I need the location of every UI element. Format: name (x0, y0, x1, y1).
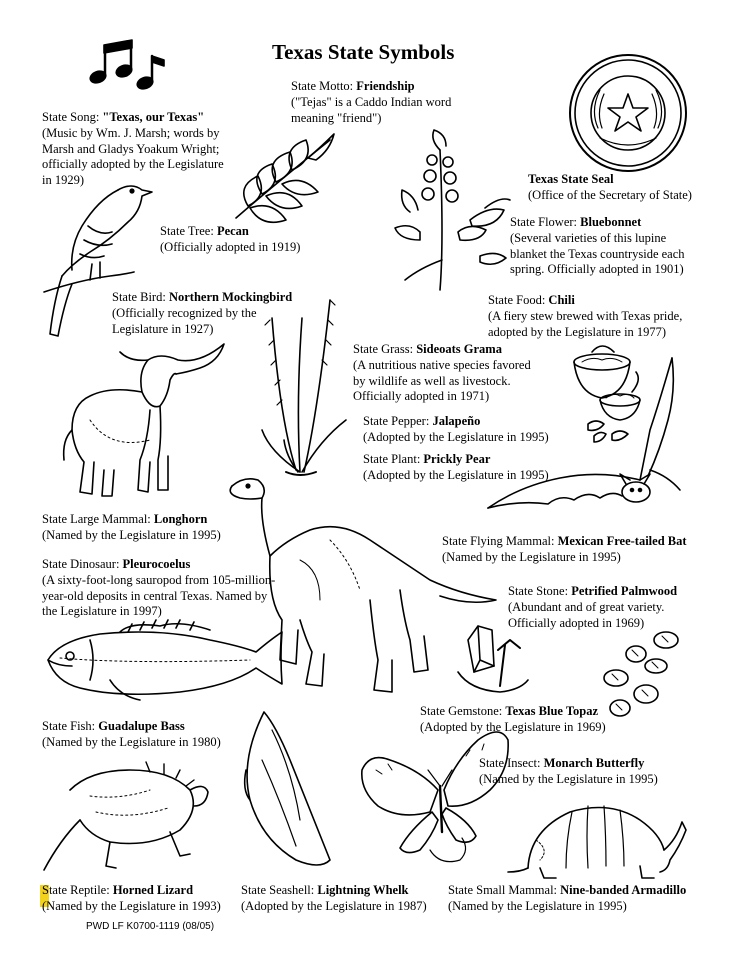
blue-topaz-icon (458, 626, 528, 692)
state-bird-caption: State Bird: Northern Mockingbird (Officially recognized by the Legislature in 1927) (112, 290, 293, 336)
bluebonnet-icon (395, 130, 510, 290)
state-song-caption: State Song: "Texas, our Texas" (Music by Wm. J. Marsh; words by Marsh and Gladys Yoakum Wright; officially adopted by the Legislature in 1929) (42, 110, 224, 188)
lightning-whelk-icon (245, 712, 330, 865)
state-motto-caption: State Motto: Friendship ("Tejas" is a Caddo Indian word meaning "friend") (291, 79, 452, 125)
guadalupe-bass-icon (48, 620, 282, 700)
page-title: Texas State Symbols (272, 40, 455, 64)
texas-seal-icon (570, 55, 686, 171)
monarch-butterfly-icon (362, 732, 508, 862)
state-flying-mammal-caption: State Flying Mammal: Mexican Free-tailed Bat (Named by the Legislature in 1995) (442, 534, 687, 564)
state-seashell-caption: State Seashell: Lightning Whelk (Adopted by the Legislature in 1987) (241, 883, 427, 913)
state-seal-caption: Texas State Seal (Office of the Secretary of State) (528, 172, 692, 202)
state-small-mammal-caption: State Small Mammal: Nine-banded Armadillo (Named by the Legislature in 1995) (448, 883, 687, 913)
state-large-mammal-caption: State Large Mammal: Longhorn (Named by the Legislature in 1995) (42, 512, 221, 542)
form-code: PWD LF K0700-1119 (08/05) (86, 921, 215, 932)
state-grass-caption: State Grass: Sideoats Grama (A nutritious native species favored by wildlife as well as livestock. Officially adopted in 1971) (353, 342, 531, 404)
horned-lizard-icon (44, 762, 208, 870)
chili-bowls-icon (574, 346, 640, 430)
state-stone-caption: State Stone: Petrified Palmwood (Abundant and of great variety. Officially adopted in 1969) (508, 584, 678, 630)
state-fish-caption: State Fish: Guadalupe Bass (Named by the Legislature in 1980) (42, 719, 221, 749)
state-gemstone-caption: State Gemstone: Texas Blue Topaz (Adopted by the Legislature in 1969) (420, 704, 606, 734)
state-flower-caption: State Flower: Bluebonnet (Several varieties of this lupine blanket the Texas countryside each spring. Officially adopted in 1901) (510, 215, 685, 277)
longhorn-icon (64, 344, 224, 496)
state-tree-caption: State Tree: Pecan (Officially adopted in 1919) (160, 224, 301, 254)
jalapeno-icon (594, 431, 628, 442)
state-reptile-caption: State Reptile: Horned Lizard (Named by the Legislature in 1993) (42, 883, 221, 913)
pecan-branch-icon (236, 134, 334, 222)
music-notes-icon (89, 40, 164, 91)
state-pepper-caption: State Pepper: Jalapeño (Adopted by the Legislature in 1995) (363, 414, 549, 444)
armadillo-icon (508, 806, 686, 878)
state-food-caption: State Food: Chili (A fiery stew brewed with Texas pride, adopted by the Legislature in 1977) (488, 293, 683, 339)
state-plant-caption: State Plant: Prickly Pear (Adopted by the Legislature in 1995) (363, 452, 549, 482)
petrified-palmwood-icon (604, 632, 678, 716)
state-insect-caption: State Insect: Monarch Butterfly (Named by the Legislature in 1995) (479, 756, 658, 786)
state-dinosaur-caption: State Dinosaur: Pleurocoelus (A sixty-foot-long sauropod from 105-million- year-old deposits in central Texas. Named by the Legislature in 1997) (42, 557, 276, 619)
